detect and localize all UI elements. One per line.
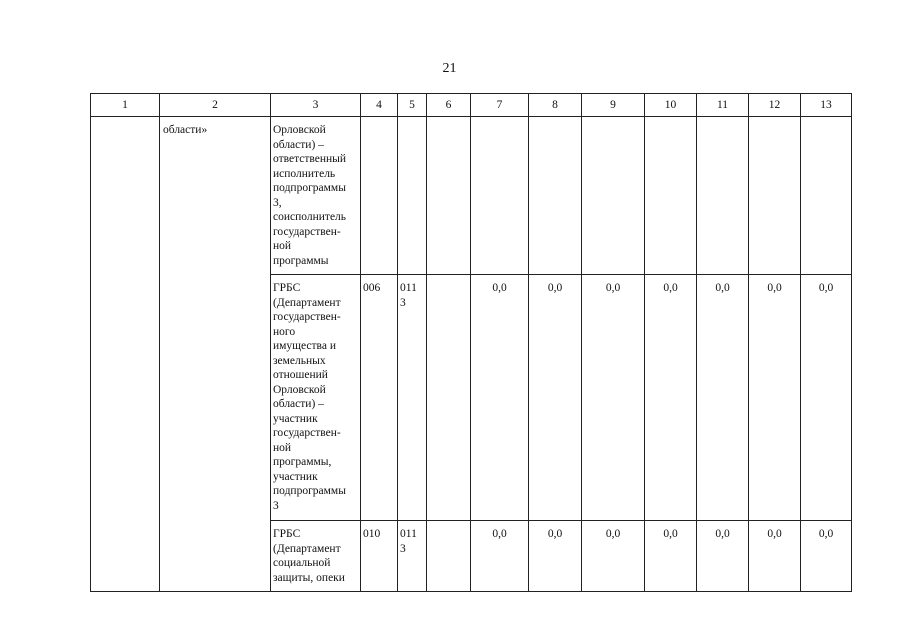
value-cell — [749, 117, 801, 275]
executor-line: Орловской — [273, 383, 326, 396]
executor-line: области) – — [273, 138, 324, 151]
program-name-text: области» — [163, 124, 208, 136]
column-header: 10 — [645, 94, 697, 117]
value-cell: 0,0 — [582, 521, 645, 592]
executor-line: государствен- — [273, 311, 341, 323]
column-header: 12 — [749, 94, 801, 117]
page-number: 21 — [442, 61, 457, 76]
table-row — [91, 117, 852, 275]
empty-cell — [427, 521, 471, 592]
value-cell: 0,0 — [801, 521, 852, 592]
value-cell: 0,0 — [529, 275, 582, 521]
value-cell — [645, 117, 697, 275]
value-cell — [582, 117, 645, 275]
executor-line: участник — [273, 470, 318, 483]
column-header: 3 — [271, 94, 361, 117]
executor-line: имущества и — [273, 340, 336, 352]
executor-line: программы — [273, 254, 329, 267]
executor-line: ной — [273, 240, 292, 252]
executor-line: ной — [273, 441, 292, 454]
section-code-cell — [398, 275, 427, 521]
column-header: 11 — [697, 94, 749, 117]
section-code-line: 011 — [400, 282, 417, 294]
value-cell: 0,0 — [471, 275, 529, 521]
executor-line: 3 — [273, 499, 279, 512]
value-cell — [529, 117, 582, 275]
value-cell: 0,0 — [471, 521, 529, 592]
executor-line: государствен- — [273, 427, 341, 439]
column-header: 1 — [91, 94, 160, 117]
section-code-line: 3 — [400, 542, 406, 555]
executor-line: земельных — [273, 354, 326, 367]
value-cell: 0,0 — [582, 275, 645, 521]
column-header: 5 — [398, 94, 427, 117]
column-header: 4 — [361, 94, 398, 117]
section-code-line: 3 — [400, 296, 406, 309]
executor-line: исполнитель — [273, 167, 336, 180]
executor-line: отношений — [273, 369, 328, 381]
executor-line: программы, — [273, 456, 332, 468]
section-code-cell — [398, 117, 427, 275]
value-cell: 0,0 — [801, 275, 852, 521]
value-cell: 0,0 — [749, 521, 801, 592]
executor-line: государствен- — [273, 225, 341, 238]
empty-cell — [427, 275, 471, 521]
value-cell: 0,0 — [697, 275, 749, 521]
row-number-cell — [91, 117, 160, 592]
value-cell — [697, 117, 749, 275]
column-header: 2 — [160, 94, 271, 117]
value-cell: 0,0 — [645, 275, 697, 521]
executor-line: Орловской — [273, 124, 326, 136]
executor-line: области) – — [273, 398, 324, 410]
column-header: 8 — [529, 94, 582, 117]
value-cell: 0,0 — [749, 275, 801, 521]
executor-line: подпрограммы — [273, 485, 346, 497]
executor-line: (Департамент — [273, 296, 341, 309]
executor-line: ответственный — [273, 153, 347, 165]
executor-line: подпрограммы — [273, 182, 346, 194]
executor-cell — [271, 275, 361, 521]
column-header: 9 — [582, 94, 645, 117]
table-header-row — [91, 94, 852, 117]
executor-line: ГРБС — [273, 528, 301, 540]
executor-line: ГРБС — [273, 282, 301, 294]
executor-line: ного — [273, 325, 296, 338]
executor-cell — [271, 117, 361, 275]
column-header: 13 — [801, 94, 852, 117]
executor-cell — [271, 521, 361, 592]
grbs-code-cell — [361, 117, 398, 275]
value-cell: 0,0 — [529, 521, 582, 592]
section-code-line: 011 — [400, 528, 417, 540]
empty-cell — [427, 117, 471, 275]
executor-line: участник — [273, 412, 318, 425]
executor-line: соисполнитель — [273, 211, 347, 223]
section-code-cell — [398, 521, 427, 592]
column-header: 6 — [427, 94, 471, 117]
budget-table — [90, 93, 852, 592]
executor-line: 3, — [273, 196, 282, 209]
executor-line: защиты, опеки — [273, 571, 345, 584]
value-cell — [801, 117, 852, 275]
grbs-code-cell: 006 — [361, 275, 398, 521]
value-cell: 0,0 — [645, 521, 697, 592]
executor-line: социальной — [273, 557, 331, 569]
grbs-code-cell: 010 — [361, 521, 398, 592]
program-name-cell — [160, 117, 271, 592]
executor-line: (Департамент — [273, 542, 341, 555]
column-header: 7 — [471, 94, 529, 117]
value-cell — [471, 117, 529, 275]
value-cell: 0,0 — [697, 521, 749, 592]
